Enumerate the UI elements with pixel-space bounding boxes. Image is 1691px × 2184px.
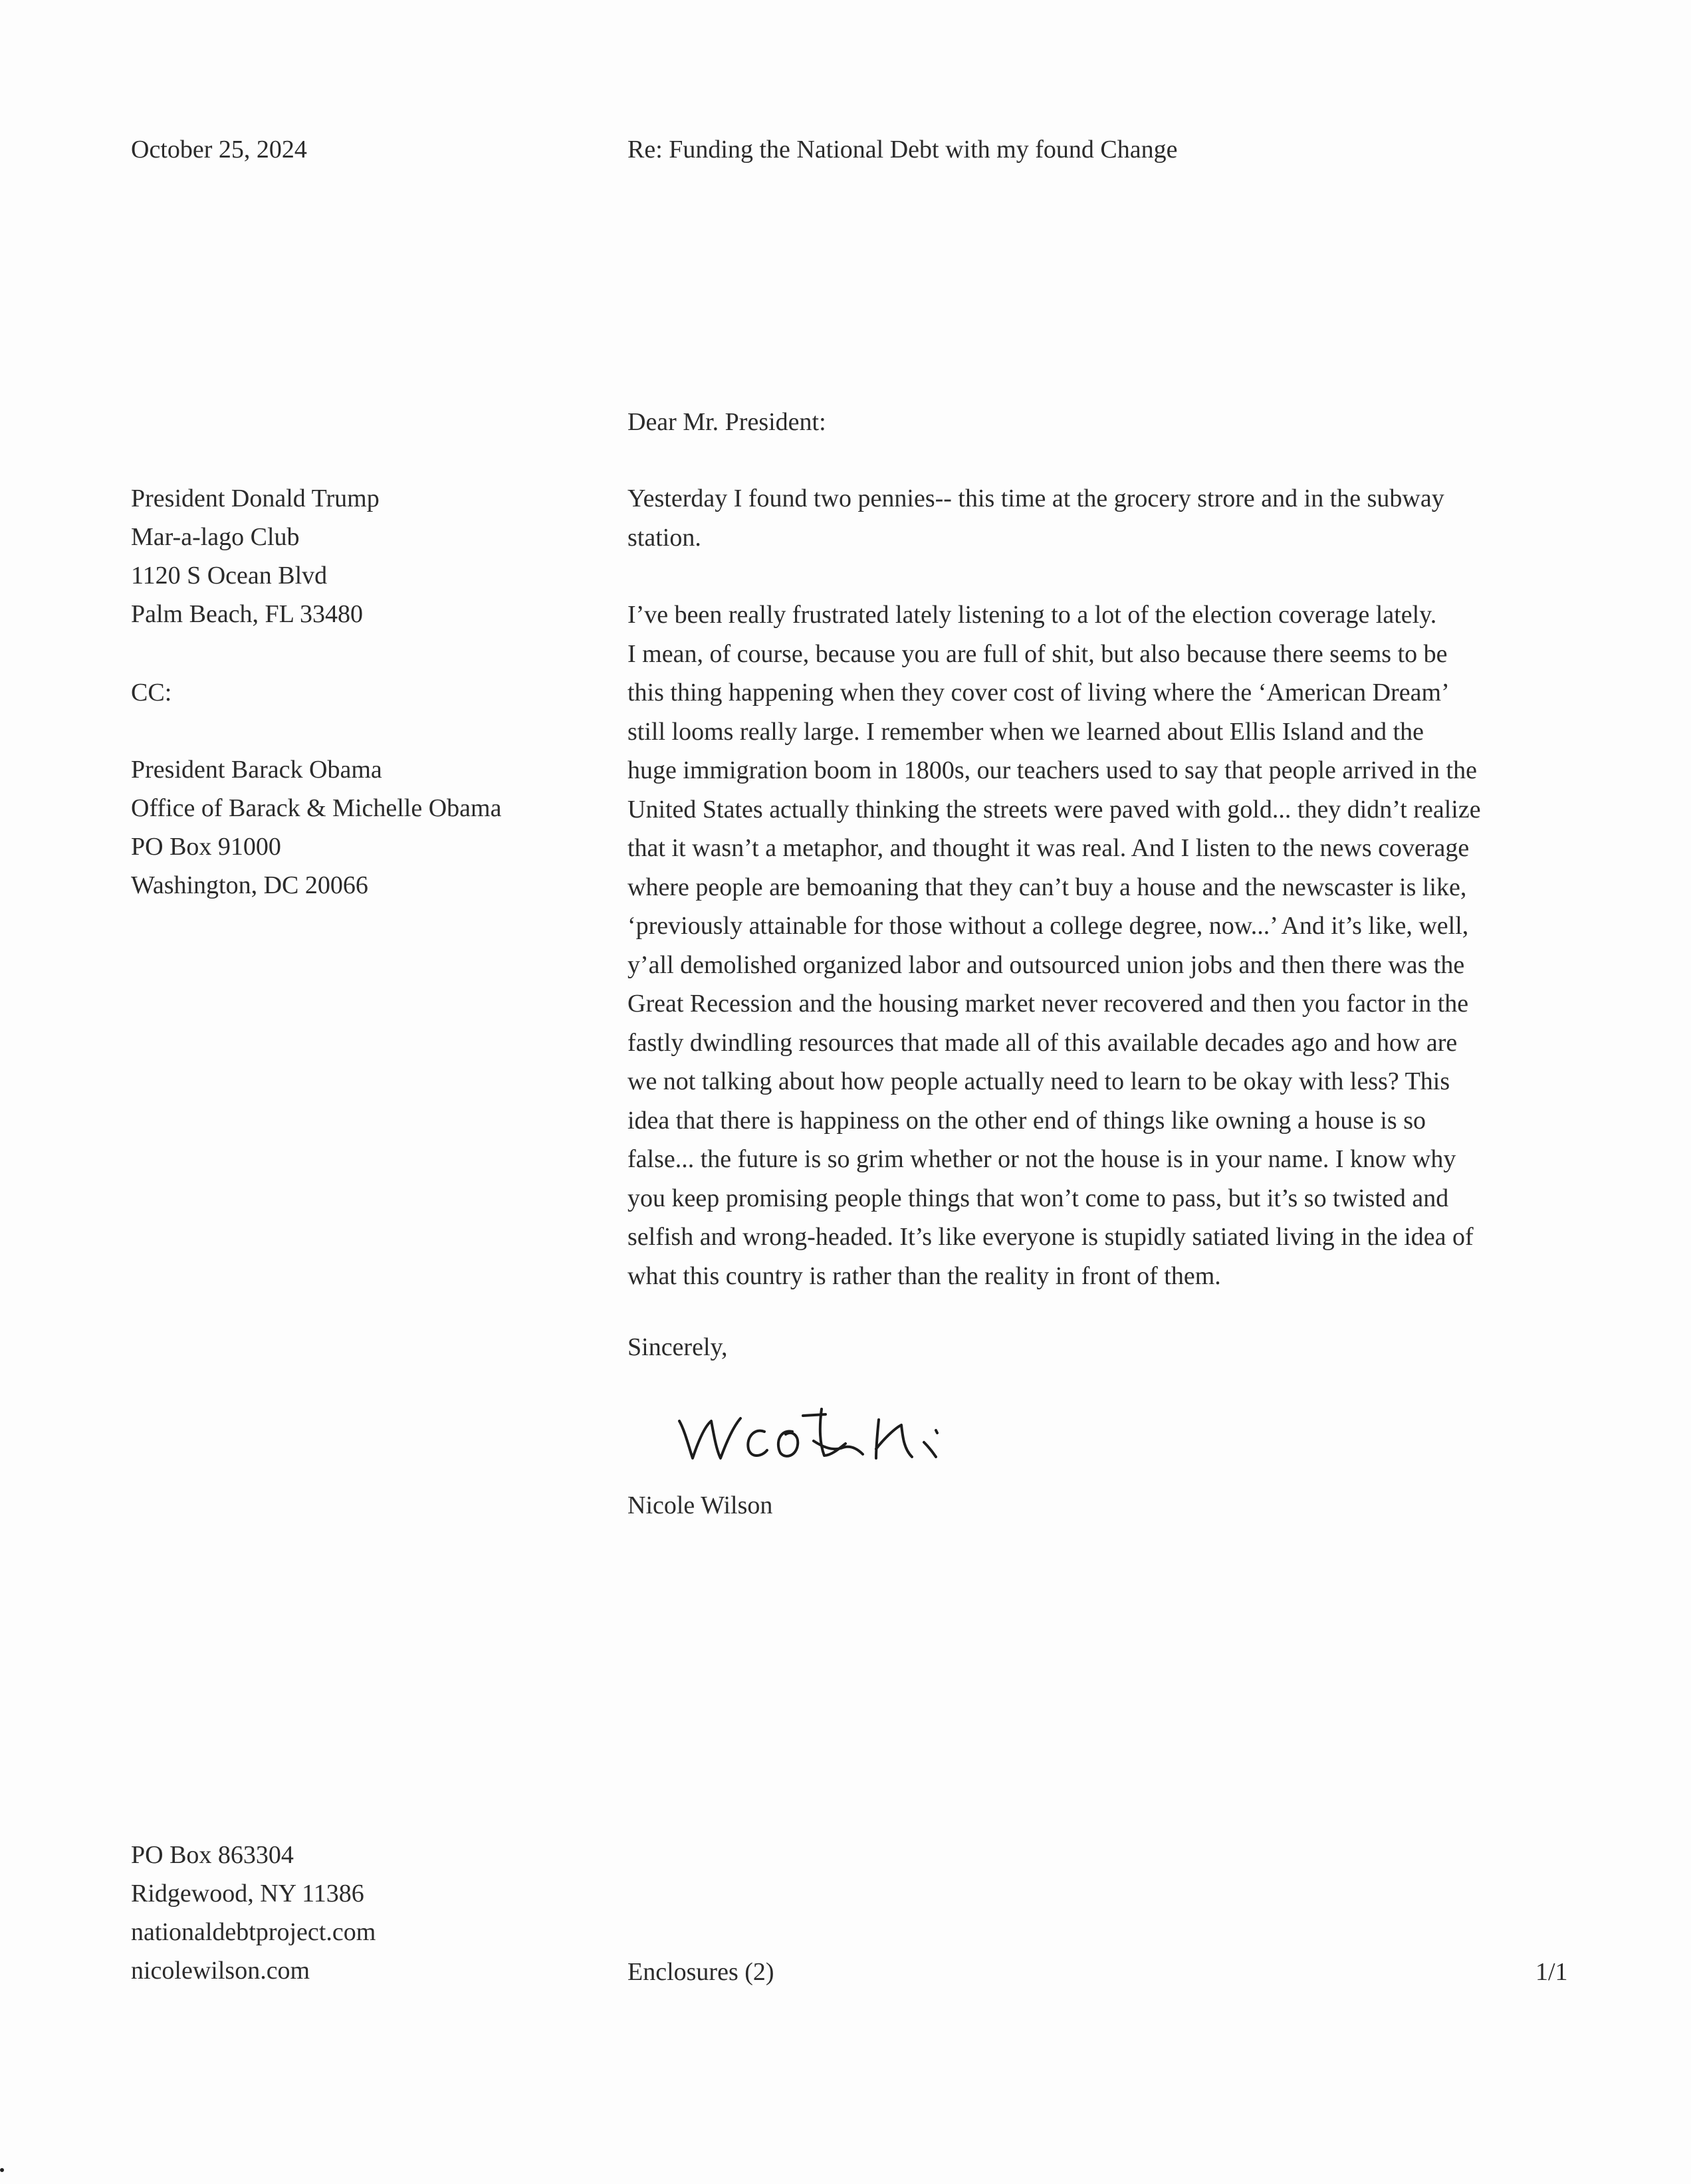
recipient-organization: Mar-a-lago Club	[131, 523, 300, 551]
cc-organization: Office of Barack & Michelle Obama	[131, 794, 502, 822]
body-line: station.	[627, 523, 701, 552]
body-line: still looms really large. I remember when we learned about Ellis Island and the	[627, 717, 1424, 746]
website-link: nicolewilson.com	[131, 1957, 310, 1985]
recipient-city: Palm Beach, FL 33480	[131, 600, 363, 628]
body-line: I mean, of course, because you are full of shit, but also because there seems to be	[627, 639, 1448, 668]
body-line: that it wasn’t a metaphor, and thought it was real. And I listen to the news coverage	[627, 834, 1470, 862]
letter-date: October 25, 2024	[131, 136, 307, 164]
letter-subject: Re: Funding the National Debt with my found Change	[627, 136, 1178, 164]
enclosures-note: Enclosures (2)	[627, 1958, 774, 1986]
body-line: what this country is rather than the reality in front of them.	[627, 1261, 1221, 1290]
body-line: Great Recession and the housing market never recovered and then you factor in the	[627, 990, 1469, 1018]
body-line: United States actually thinking the streets were paved with gold... they didn’t realize	[627, 795, 1481, 823]
recipient-name: President Donald Trump	[131, 485, 380, 512]
body-line: y’all demolished organized labor and outsourced union jobs and then there was the	[627, 950, 1465, 979]
cc-po-box: PO Box 91000	[131, 833, 281, 861]
body-paragraph-2	[627, 596, 1571, 1295]
body-line: false... the future is so grim whether or not the house is in your name. I know why	[627, 1145, 1456, 1173]
salutation: Dear Mr. President:	[627, 408, 826, 436]
body-line: Yesterday I found two pennies-- this time at the grocery strore and in the subway	[627, 485, 1444, 512]
return-city: Ridgewood, NY 11386	[131, 1880, 364, 1908]
signer-name: Nicole Wilson	[627, 1491, 773, 1519]
body-line: selfish and wrong-headed. It’s like everyone is stupidly satiated living in the idea of	[627, 1223, 1474, 1251]
body-line: I’ve been really frustrated lately listening to a lot of the election coverage lately.	[627, 601, 1437, 629]
body-line: fastly dwindling resources that made all of this available decades ago and how are	[627, 1028, 1458, 1057]
scan-speck	[0, 2168, 4, 2172]
body-line: huge immigration boom in 1800s, our teachers used to say that people arrived in the	[627, 756, 1477, 784]
cc-address	[131, 750, 501, 905]
website-link: nationaldebtproject.com	[131, 1918, 376, 1946]
return-address	[131, 1836, 376, 1990]
handwritten-signature	[665, 1389, 1037, 1475]
return-po-box: PO Box 863304	[131, 1841, 294, 1869]
body-line: this thing happening when they cover cost of living where the ‘American Dream’	[627, 679, 1450, 707]
body-line: where people are bemoaning that they can’t buy a house and the newscaster is like,	[627, 873, 1467, 901]
body-line: we not talking about how people actually need to learn to be okay with less? This	[627, 1067, 1450, 1095]
cc-label: CC:	[131, 679, 172, 707]
recipient-address	[131, 479, 380, 633]
recipient-street: 1120 S Ocean Blvd	[131, 562, 328, 590]
body-line: ‘previously attainable for those without a college degree, now...’ And it’s like, well,	[627, 912, 1469, 940]
body-line: idea that there is happiness on the other end of things like owning a house is so	[627, 1106, 1426, 1135]
body-paragraph-1	[627, 479, 1571, 557]
page-number: 1/1	[1535, 1958, 1568, 1986]
closing: Sincerely,	[627, 1333, 728, 1361]
body-line: you keep promising people things that won’t come to pass, but it’s so twisted and	[627, 1184, 1449, 1212]
cc-name: President Barack Obama	[131, 756, 382, 784]
cc-city: Washington, DC 20066	[131, 871, 368, 899]
